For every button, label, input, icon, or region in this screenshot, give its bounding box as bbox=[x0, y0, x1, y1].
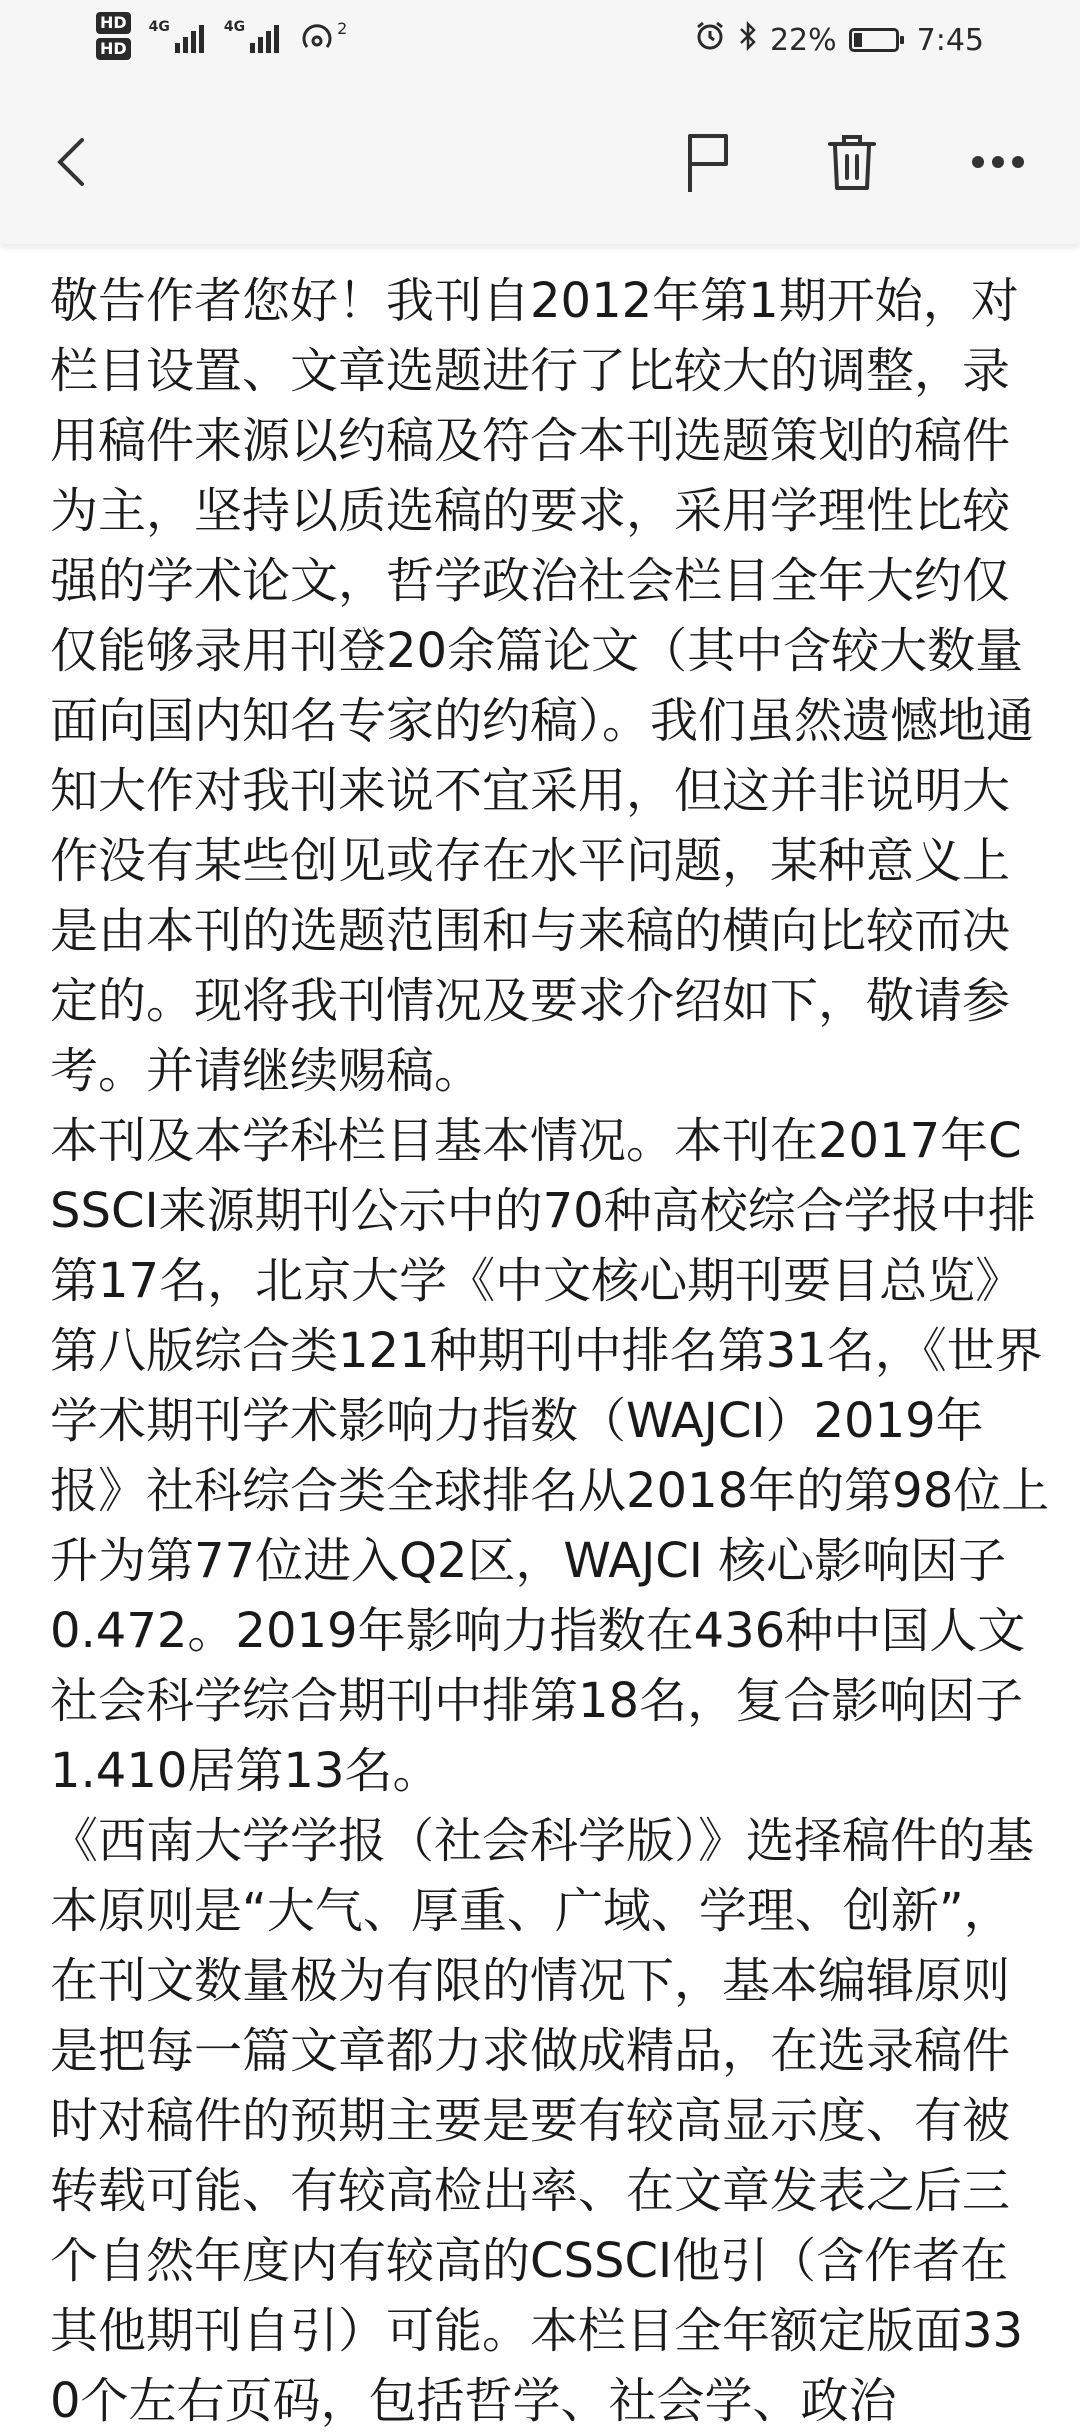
paragraph-intro: 敬告作者您好！我刊自2012年第1期开始，对栏目设置、文章选题进行了比较大的调整，录用稿件来源以约稿及符合本刊选题策划的稿件为主，坚持以质选稿的要求，采用学理性比较强的学术论文，哲学政治社会栏目全年大约仅仅能够录用刊登20余篇论文（其中含较大数量面向国内知名专家的约稿）。我们虽然遗憾地通知大作对我刊来说不宜采用，但这并非说明大作没有某些创见或存在水平问题，某种意义上是由本刊的选题范围和与来稿的横向比较而决定的。现将我刊情况及要求介绍如下，敬请参考。并请继续赐稿。 bbox=[50, 273, 1035, 1099]
signal-icon-1 bbox=[149, 19, 204, 53]
trash-icon bbox=[826, 132, 878, 192]
status-bar bbox=[0, 0, 1080, 80]
hd-indicators bbox=[96, 12, 131, 60]
flag-icon bbox=[682, 130, 734, 194]
clock: 7:45 bbox=[916, 22, 984, 58]
hd-badge-1: HD bbox=[96, 12, 131, 34]
back-button[interactable] bbox=[30, 120, 114, 204]
more-button[interactable] bbox=[956, 120, 1040, 204]
network-type-1: 4G bbox=[148, 19, 170, 35]
network-type-2: 4G bbox=[223, 19, 246, 35]
hotspot-icon bbox=[299, 19, 347, 53]
toolbar bbox=[0, 80, 1080, 244]
battery-percent: 22% bbox=[769, 22, 837, 58]
paragraph-journal-info: 本刊及本学科栏目基本情况。本刊在2017年CSSCI来源期刊公示中的70种高校综合学报中排第17名，北京大学《中文核心期刊要目总览》第八版综合类121种期刊中排名第31名，《世界学术期刊学术影响力指数（WAJCI）2019年报》社科综合类全球排名从2018年的第98位上升为第77位进入Q2区，WAJCI 核心影响因子0.472。2019年影响力指数在436种中国人文社会科学综合期刊中排第18名，复合影响因子1.410居第13名。 bbox=[50, 1113, 1050, 1799]
battery-icon bbox=[849, 28, 899, 52]
flag-button[interactable] bbox=[666, 120, 750, 204]
status-right bbox=[694, 20, 984, 60]
battery-fill bbox=[854, 33, 862, 47]
alarm-icon bbox=[694, 20, 726, 60]
paragraph-selection-principles: 《西南大学学报（社会科学版）》选择稿件的基本原则是“大气、厚重、广域、学理、创新”，在刊文数量极为有限的情况下，基本编辑原则是把每一篇文章都力求做成精品，在选录稿件时对稿件的预期主要是要有较高显示度、有被转载可能、有较高检出率、在文章发表之后三个自然年度内有较高的CSSCI他引（含作者在其他期刊自引）可能。本栏目全年额定版面330个左右页码，包括哲学、社会学、政治 bbox=[50, 1813, 1035, 2429]
hd-badge-2: HD bbox=[96, 38, 131, 60]
signal-icon-2 bbox=[224, 19, 279, 53]
back-arrow-icon bbox=[52, 134, 92, 190]
hotspot-count: 2 bbox=[337, 19, 348, 38]
bluetooth-icon bbox=[738, 20, 758, 60]
status-left bbox=[96, 12, 347, 60]
delete-button[interactable] bbox=[810, 120, 894, 204]
message-body bbox=[50, 266, 1050, 2436]
more-dots-icon bbox=[970, 154, 1026, 170]
